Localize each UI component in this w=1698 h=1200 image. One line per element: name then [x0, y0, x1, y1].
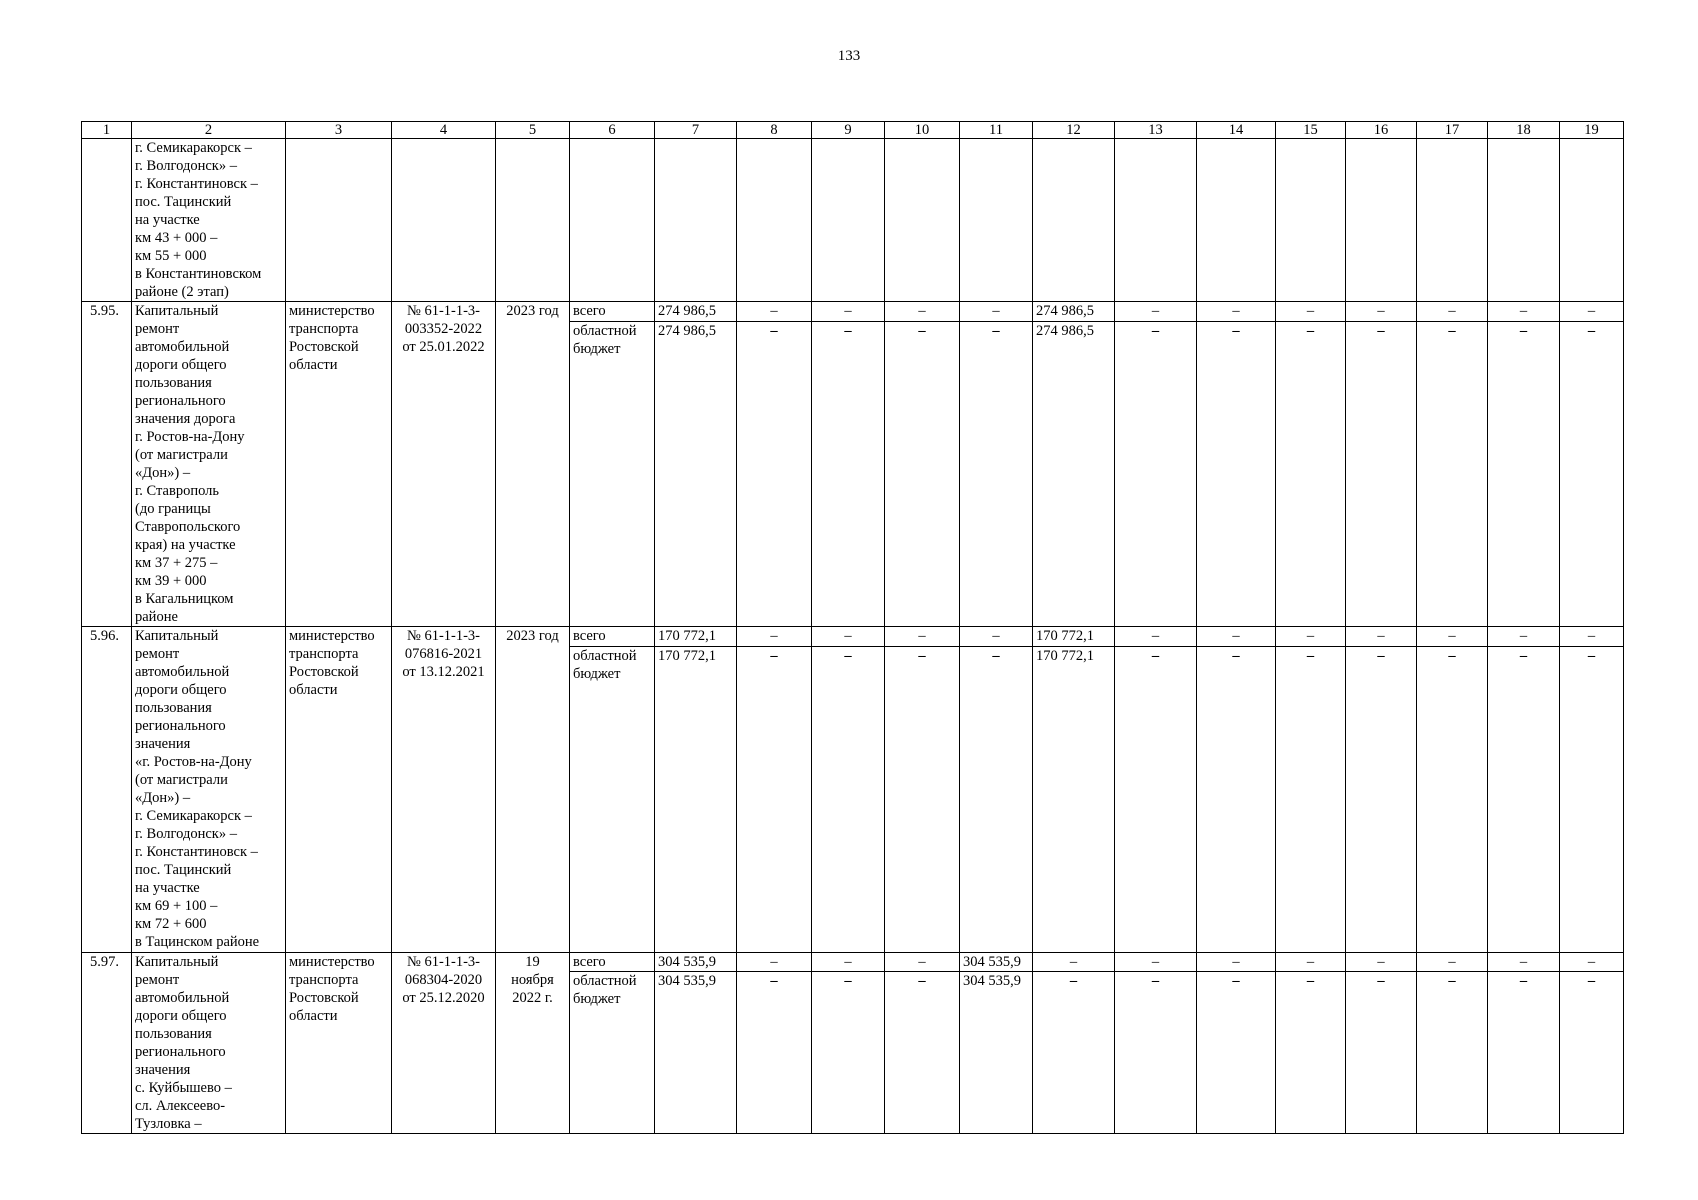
dash-cell: – — [885, 321, 960, 627]
dash-cell: – — [885, 627, 960, 646]
dash-cell: – — [1346, 952, 1417, 971]
col-header: 6 — [570, 122, 655, 139]
dash-cell: – — [1560, 627, 1624, 646]
value-cell: 170 772,1 — [1033, 646, 1115, 952]
value-cell: 304 535,9 — [655, 972, 737, 1134]
empty-cell — [655, 139, 737, 302]
dash-cell: – — [1560, 952, 1624, 971]
empty-cell — [1115, 139, 1197, 302]
document-ref: № 61-1-1-3- 076816-2021 от 13.12.2021 — [392, 627, 496, 952]
col-header: 13 — [1115, 122, 1197, 139]
column-number-row — [82, 122, 1624, 139]
empty-cell — [960, 139, 1033, 302]
dash-cell: – — [1197, 952, 1276, 971]
responsible-org: министерство транспорта Ростовской области — [286, 952, 392, 1133]
dash-cell: – — [1346, 646, 1417, 952]
dash-cell: – — [1560, 321, 1624, 627]
completion-term: 2023 год — [496, 627, 570, 952]
dash-cell: – — [812, 952, 885, 971]
dash-cell: – — [1560, 302, 1624, 321]
project-name: Капитальный ремонт автомобильной дороги общего пользования регионального значения дорога г. Ростов-на-Дону (от магистрали «Дон») – г. Ставрополь (до границы Ставропольского края) на участке км 37 + 275 – км 39 + 000 в Кагальницком районе — [132, 302, 286, 627]
dash-cell: – — [1115, 646, 1197, 952]
dash-cell: – — [1115, 302, 1197, 321]
dash-cell: – — [1417, 972, 1488, 1134]
empty-cell — [812, 139, 885, 302]
col-header: 11 — [960, 122, 1033, 139]
funding-source: всего — [570, 952, 655, 971]
dash-cell: – — [737, 321, 812, 627]
value-cell: 170 772,1 — [655, 627, 737, 646]
funding-source: всего — [570, 627, 655, 646]
value-cell: 170 772,1 — [1033, 627, 1115, 646]
dash-cell: – — [1346, 972, 1417, 1134]
dash-cell: – — [1276, 952, 1346, 971]
value-cell: 170 772,1 — [655, 646, 737, 952]
responsible-org: министерство транспорта Ростовской области — [286, 627, 392, 952]
dash-cell: – — [960, 302, 1033, 321]
row-number: 5.95. — [82, 302, 132, 627]
value-cell: 304 535,9 — [960, 952, 1033, 971]
empty-cell — [1417, 139, 1488, 302]
project-name: Капитальный ремонт автомобильной дороги общего пользования регионального значения с. Куйбышево – сл. Алексеево- Тузловка – — [132, 952, 286, 1133]
empty-cell — [1276, 139, 1346, 302]
col-header: 17 — [1417, 122, 1488, 139]
dash-cell: – — [1197, 321, 1276, 627]
col-header: 7 — [655, 122, 737, 139]
empty-cell — [286, 139, 392, 302]
funding-source: областной бюджет — [570, 646, 655, 952]
dash-cell: – — [1115, 321, 1197, 627]
dash-cell: – — [1417, 627, 1488, 646]
dash-cell: – — [1488, 321, 1560, 627]
dash-cell: – — [1276, 321, 1346, 627]
dash-cell: – — [885, 952, 960, 971]
empty-cell — [885, 139, 960, 302]
document-ref: № 61-1-1-3- 068304-2020 от 25.12.2020 — [392, 952, 496, 1133]
col-header: 9 — [812, 122, 885, 139]
dash-cell: – — [1417, 952, 1488, 971]
dash-cell: – — [885, 302, 960, 321]
empty-cell — [737, 139, 812, 302]
col-header: 16 — [1346, 122, 1417, 139]
dash-cell: – — [812, 972, 885, 1134]
value-cell: 274 986,5 — [655, 321, 737, 627]
col-header: 14 — [1197, 122, 1276, 139]
project-name: г. Семикаракорск – г. Волгодонск» – г. Константиновск – пос. Тацинский на участке км 43 + 000 – км 55 + 000 в Константиновском районе (2 этап) — [132, 139, 286, 302]
empty-cell — [1560, 139, 1624, 302]
dash-cell: – — [1115, 972, 1197, 1134]
table-row — [82, 952, 1624, 971]
value-cell: 304 535,9 — [960, 972, 1033, 1134]
dash-cell: – — [1197, 627, 1276, 646]
dash-cell: – — [1417, 302, 1488, 321]
dash-cell: – — [1417, 321, 1488, 627]
dash-cell: – — [1417, 646, 1488, 952]
continuation-row — [82, 139, 1624, 302]
empty-cell — [570, 139, 655, 302]
dash-cell: – — [1033, 952, 1115, 971]
dash-cell: – — [1488, 302, 1560, 321]
project-name: Капитальный ремонт автомобильной дороги общего пользования регионального значения «г. Ростов-на-Дону (от магистрали «Дон») – г. Семикаракорск – г. Волгодонск» – г. Константиновск – пос. Тацинский на участке км 69 + 100 – км 72 + 600 в Тацинском районе — [132, 627, 286, 952]
dash-cell: – — [1276, 646, 1346, 952]
dash-cell: – — [812, 302, 885, 321]
col-header: 1 — [82, 122, 132, 139]
completion-term: 2023 год — [496, 302, 570, 627]
funding-source: областной бюджет — [570, 321, 655, 627]
responsible-org: министерство транспорта Ростовской области — [286, 302, 392, 627]
funding-source: всего — [570, 302, 655, 321]
table-row — [82, 627, 1624, 646]
dash-cell: – — [1488, 646, 1560, 952]
value-cell: 274 986,5 — [1033, 302, 1115, 321]
value-cell: 274 986,5 — [655, 302, 737, 321]
dash-cell: – — [812, 627, 885, 646]
empty-cell — [496, 139, 570, 302]
col-header: 4 — [392, 122, 496, 139]
dash-cell: – — [1488, 972, 1560, 1134]
empty-cell — [1197, 139, 1276, 302]
dash-cell: – — [960, 627, 1033, 646]
col-header: 2 — [132, 122, 286, 139]
dash-cell: – — [960, 321, 1033, 627]
empty-cell — [392, 139, 496, 302]
dash-cell: – — [1276, 972, 1346, 1134]
budget-table — [81, 121, 1624, 1134]
dash-cell: – — [1346, 627, 1417, 646]
dash-cell: – — [1346, 321, 1417, 627]
dash-cell: – — [1276, 627, 1346, 646]
col-header: 8 — [737, 122, 812, 139]
col-header: 15 — [1276, 122, 1346, 139]
dash-cell: – — [1197, 302, 1276, 321]
row-number: 5.96. — [82, 627, 132, 952]
dash-cell: – — [737, 646, 812, 952]
funding-source: областной бюджет — [570, 972, 655, 1134]
dash-cell: – — [1560, 972, 1624, 1134]
dash-cell: – — [1276, 302, 1346, 321]
dash-cell: – — [885, 972, 960, 1134]
dash-cell: – — [737, 302, 812, 321]
dash-cell: – — [1115, 627, 1197, 646]
col-header: 3 — [286, 122, 392, 139]
dash-cell: – — [737, 952, 812, 971]
dash-cell: – — [812, 646, 885, 952]
col-header: 10 — [885, 122, 960, 139]
dash-cell: – — [1488, 952, 1560, 971]
document-ref: № 61-1-1-3- 003352-2022 от 25.01.2022 — [392, 302, 496, 627]
dash-cell: – — [1197, 972, 1276, 1134]
col-header: 12 — [1033, 122, 1115, 139]
dash-cell: – — [1560, 646, 1624, 952]
col-header: 5 — [496, 122, 570, 139]
value-cell: 274 986,5 — [1033, 321, 1115, 627]
value-cell: 304 535,9 — [655, 952, 737, 971]
dash-cell: – — [1197, 646, 1276, 952]
completion-term: 19 ноября 2022 г. — [496, 952, 570, 1133]
col-header: 19 — [1560, 122, 1624, 139]
dash-cell: – — [960, 646, 1033, 952]
empty-cell — [82, 139, 132, 302]
empty-cell — [1033, 139, 1115, 302]
dash-cell: – — [812, 321, 885, 627]
dash-cell: – — [737, 627, 812, 646]
dash-cell: – — [1033, 972, 1115, 1134]
dash-cell: – — [1115, 952, 1197, 971]
page-number: 133 — [837, 48, 861, 64]
dash-cell: – — [1346, 302, 1417, 321]
empty-cell — [1488, 139, 1560, 302]
table-row — [82, 302, 1624, 321]
empty-cell — [1346, 139, 1417, 302]
col-header: 18 — [1488, 122, 1560, 139]
dash-cell: – — [737, 972, 812, 1134]
dash-cell: – — [1488, 627, 1560, 646]
row-number: 5.97. — [82, 952, 132, 1133]
dash-cell: – — [885, 646, 960, 952]
